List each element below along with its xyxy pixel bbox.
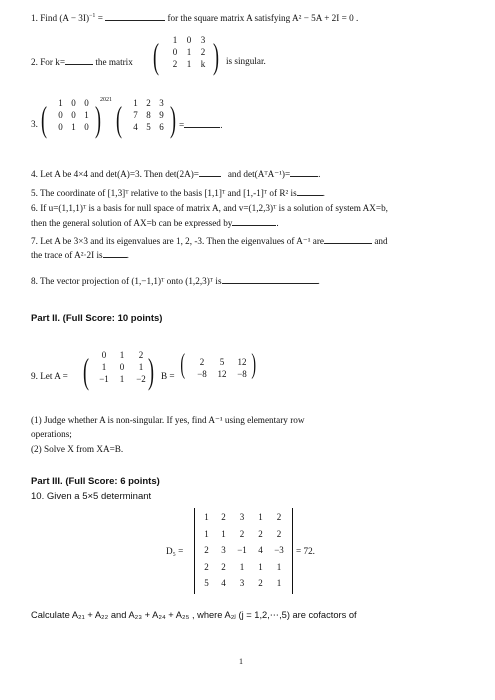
det-matrix-cell: 2 <box>204 561 209 572</box>
q3-matrix-1-cell: 1 <box>71 122 76 132</box>
det-matrix-cell: 5 <box>204 578 209 588</box>
q4-blank-2[interactable] <box>290 167 318 177</box>
q2-matrix-cell: 0 <box>186 35 192 45</box>
q7-line-1: 7. Let A be 3×3 and its eigenvalues are 1, 2, -3. Then the eigenvalues of A⁻¹ are <box>31 236 325 246</box>
q2-matrix-cell: 1 <box>186 59 192 69</box>
det-matrix-cell: 2 <box>258 578 263 588</box>
q4-text: 4. Let A be 4×4 and det(A)=3. Then det(2A)= <box>31 169 199 179</box>
question-2-label <box>31 55 133 68</box>
question-4: 4. Let A be 4×4 and det(A)=3. Then det(2A)= and det(AᵀA⁻¹)= . <box>31 169 321 179</box>
det-matrix-cell: −3 <box>274 545 284 555</box>
page-number: 1 <box>239 657 243 666</box>
q9-matrix-A-cell: 0 <box>101 350 107 360</box>
q9-B-label: B = <box>161 371 175 381</box>
q9-matrix-B-cell: 2 <box>199 357 205 367</box>
q1-equals: = <box>97 13 103 24</box>
q2-matrix-cell: 1 <box>172 35 178 45</box>
det-right-bar <box>292 508 293 594</box>
q9-matrix-A-cell: 0 <box>119 362 125 372</box>
q3-matrix-2-cell: 6 <box>159 122 164 132</box>
q2-matrix-cell: k <box>200 59 206 69</box>
q6-line-2: then the general solution of AX=b can be expressed by <box>31 218 233 228</box>
q9-matrix-B-cell: −8 <box>237 369 247 379</box>
q10-text: 10. Given a 5×5 determinant <box>31 491 152 502</box>
q1-condition: for the square matrix A satisfying A² − 5A + 2I = 0 . <box>167 13 359 24</box>
q3-number: 3. <box>31 119 38 129</box>
q7-line-1-wrap <box>31 234 388 247</box>
det-left-bar <box>194 508 195 594</box>
q3-matrix-1-cell: 1 <box>84 110 89 120</box>
q3-matrix-1-cell: 1 <box>58 98 63 108</box>
q9-matrix-B-cell: 12 <box>237 357 247 367</box>
q9-part-1-line-2: operations; <box>31 429 72 439</box>
q3-matrix-1-cell: 0 <box>71 98 76 108</box>
q3-left-paren-2: ( <box>116 99 122 139</box>
q3-matrix-2-cell: 1 <box>133 98 138 108</box>
det-matrix <box>198 509 289 592</box>
det-matrix-cell: 2 <box>221 561 226 572</box>
q9-part-2: (2) Solve X from XA=B. <box>31 444 124 454</box>
q7-blank-2[interactable] <box>103 248 127 258</box>
q9-label: 9. Let A = <box>31 371 68 381</box>
part-3-title: Part III. (Full Score: 6 points) <box>31 476 160 487</box>
q9-matrix-A <box>95 349 151 385</box>
q2-matrix-cell: 1 <box>186 47 192 57</box>
q6-line-1: 6. If u=(1,1,1)ᵀ is a basis for null space of matrix A, and v=(1,2,3)ᵀ is a solution of system AX=b, <box>31 203 388 213</box>
det-matrix-cell: 1 <box>276 578 282 588</box>
q7-and: and <box>374 236 388 246</box>
q9-matrix-B-cell: −8 <box>197 369 207 379</box>
q3-matrix-2-cell: 4 <box>133 122 138 132</box>
q6-line-2-wrap: then the general solution of AX=b can be expressed by . <box>31 218 279 228</box>
q9-matrix-A-cell: 2 <box>138 350 144 360</box>
det-matrix-cell: 2 <box>276 512 282 522</box>
q6-blank[interactable] <box>232 216 276 226</box>
q9-matrix-A-cell: 1 <box>138 362 144 372</box>
q7-line-2: the trace of A²·2I is <box>31 250 103 260</box>
q3-right-paren-1: ) <box>95 99 101 139</box>
q3-matrix-2-cell: 7 <box>133 110 138 120</box>
q2-answer-blank[interactable] <box>65 55 93 65</box>
question-1 <box>31 10 358 24</box>
det-matrix-cell: 1 <box>258 512 263 522</box>
q8-blank[interactable] <box>222 274 318 284</box>
det-matrix-cell: 1 <box>239 561 245 572</box>
q3-power: 2021 <box>100 97 112 103</box>
q3-right-paren-2: ) <box>170 99 176 139</box>
q7-line-2-wrap: the trace of A²·2I is . <box>31 250 129 260</box>
q2-matrix-cell: 3 <box>200 35 206 45</box>
det-label: D₅ = <box>166 546 184 556</box>
q9-matrix-B <box>192 356 252 380</box>
det-matrix-cell: 1 <box>204 528 209 539</box>
q2-matrix <box>168 34 210 70</box>
q2-tail: is singular. <box>226 56 266 66</box>
q2-matrix-cell: 0 <box>172 47 178 57</box>
det-matrix-cell: 2 <box>221 512 226 522</box>
q3-matrix-2-cell: 5 <box>146 122 151 132</box>
q2-matrix-cell: 2 <box>200 47 206 57</box>
q3-matrix-2-cell: 8 <box>146 110 151 120</box>
q1-number: 1. Find <box>31 13 58 24</box>
q9-A-left-paren: ( <box>83 351 89 391</box>
q3-left-paren-1: ( <box>41 99 47 139</box>
det-matrix-cell: 3 <box>221 545 226 555</box>
q3-matrix-2-cell: 9 <box>159 110 164 120</box>
q4-blank-1[interactable] <box>199 167 221 177</box>
question-8: 8. The vector projection of (1,−1,1)ᵀ onto (1,2,3)ᵀ is . <box>31 276 320 286</box>
q3-matrix-1-cell: 0 <box>58 122 63 132</box>
det-matrix-cell: 3 <box>239 578 245 588</box>
question-5: 5. The coordinate of [1,3]ᵀ relative to the basis [1,1]ᵀ and [1,-1]ᵀ of R² is . <box>31 188 325 198</box>
q8-text: 8. The vector projection of (1,−1,1)ᵀ onto (1,2,3)ᵀ is <box>31 276 222 286</box>
q3-matrix-1-cell: 0 <box>84 98 89 108</box>
q2-right-paren: ) <box>213 36 219 76</box>
q9-matrix-A-cell: 1 <box>119 350 125 360</box>
det-matrix-cell: 1 <box>276 561 282 572</box>
q9-part-1-line-1: (1) Judge whether A is non-singular. If yes, find A⁻¹ using elementary row <box>31 415 305 425</box>
det-matrix-cell: 1 <box>204 512 209 522</box>
det-value: = 72. <box>296 546 315 556</box>
q9-B-left-paren: ( <box>180 349 185 380</box>
q3-matrix-2-cell: 3 <box>159 98 164 108</box>
det-matrix-cell: −1 <box>237 545 247 555</box>
q1-answer-blank[interactable] <box>105 11 165 21</box>
q9-matrix-A-cell: 1 <box>119 374 125 384</box>
calc-text: Calculate A₂₁ + A₂₂ and A₂₃ + A₂₄ + A₂₅ , where A₂ⱼ (j = 1,2,⋯,5) are cofactors of <box>31 610 357 620</box>
det-matrix-cell: 2 <box>239 528 245 539</box>
q3-matrix-1-cell: 0 <box>58 110 63 120</box>
det-matrix-cell: 2 <box>276 528 282 539</box>
q2-number: 2. For k= <box>31 57 66 67</box>
q1-expression: (A − 3I) <box>59 13 90 24</box>
det-matrix-cell: 2 <box>204 545 209 555</box>
part-2-title: Part II. (Full Score: 10 points) <box>31 313 163 324</box>
q9-matrix-B-cell: 12 <box>217 369 227 379</box>
q2-left-paren: ( <box>153 36 159 76</box>
q9-B-right-paren: ) <box>251 349 256 380</box>
q9-matrix-A-cell: −1 <box>99 374 109 384</box>
q9-matrix-A-cell: 1 <box>101 362 107 372</box>
det-matrix-cell: 1 <box>221 528 226 539</box>
q3-matrix-2-cell: 2 <box>146 98 151 108</box>
q3-matrix-1-cell: 0 <box>84 122 89 132</box>
det-matrix-cell: 4 <box>258 545 263 555</box>
q7-blank-1[interactable] <box>324 234 372 244</box>
q5-blank[interactable] <box>297 186 323 196</box>
q4-mid: and det(AᵀA⁻¹)= <box>227 169 291 179</box>
q1-exponent: −1 <box>89 13 96 19</box>
q5-text: 5. The coordinate of [1,3]ᵀ relative to the basis [1,1]ᵀ and [1,-1]ᵀ of R² is <box>31 188 297 198</box>
q2-matrix-cell: 2 <box>172 59 178 69</box>
det-matrix-cell: 3 <box>239 512 245 522</box>
q3-matrix-1 <box>54 97 93 133</box>
q3-matrix-2 <box>129 97 168 133</box>
q9-matrix-A-cell: −2 <box>136 374 146 384</box>
det-matrix-cell: 4 <box>221 578 226 588</box>
q3-equals: = . <box>179 120 223 130</box>
q9-A-right-paren: ) <box>148 351 154 391</box>
q9-matrix-B-cell: 5 <box>219 357 225 367</box>
q3-answer-blank[interactable] <box>184 118 220 128</box>
det-matrix-cell: 2 <box>258 528 263 539</box>
q2-text: the matrix <box>95 57 133 67</box>
q3-matrix-1-cell: 0 <box>71 110 76 120</box>
det-matrix-cell: 1 <box>258 561 263 572</box>
